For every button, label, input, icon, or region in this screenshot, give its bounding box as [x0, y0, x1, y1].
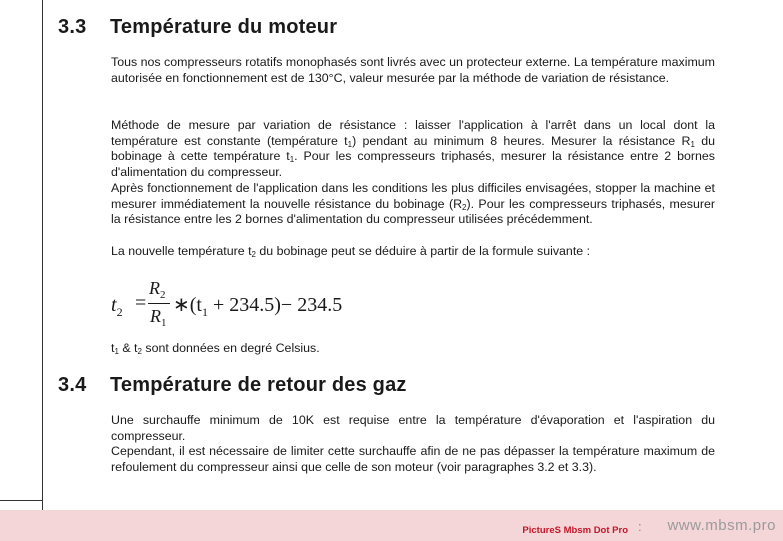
section-heading-3-3	[58, 16, 337, 39]
subscript: 1	[114, 347, 119, 356]
text-run: Méthode de mesure par variation de résistance : laisser l'application à l'arrêt dans un local dont la température est constante (température t	[111, 118, 715, 148]
text-run: Après fonctionnement de l'application dans les conditions les plus difficiles envisagées, stopper la machine et mesurer immédiatement la nouvelle résistance du bobinage (R	[111, 181, 715, 211]
subscript: 1	[289, 155, 295, 165]
paragraph-superheat-limit: Cependant, il est nécessaire de limiter cette surchauffe afin de ne pas dépasser la température maximum de refoulement du compresseur ainsi que celle de son moteur (voir paragraphes 3.2 et 3.3).	[111, 444, 715, 474]
text-run: & t	[118, 341, 138, 355]
text-run: ). Pour les compresseurs triphasés, mesurer la résistance entre les 2 bornes d'alimentation du compresseur utilisées précédemment.	[111, 196, 715, 227]
paragraph-protector: Tous nos compresseurs rotatifs monophasés sont livrés avec un protecteur externe. La température maximum autorisée en fonctionnement est de 130°C, valeur mesurée par la méthode de variation de résistance.	[111, 55, 715, 85]
section-number: 3.3	[58, 16, 87, 38]
text-run: sont données en degré Celsius.	[141, 341, 320, 355]
paragraph-method	[111, 118, 715, 180]
subscript: 2	[137, 347, 142, 356]
formula-term: ∗(t	[173, 294, 202, 316]
formula-sub: 1	[161, 317, 167, 329]
fraction-bar	[148, 303, 170, 304]
paragraph-units-note	[111, 341, 715, 357]
section-title: Température du moteur	[110, 16, 338, 38]
subscript: 2	[251, 250, 256, 259]
section-heading-3-4	[58, 374, 407, 397]
formula-r: R	[150, 306, 161, 326]
paragraph-superheat: Une surchauffe minimum de 10K est requise entre la température d'évaporation et l'aspiration du compresseur.	[111, 413, 715, 443]
footer-credit: PictureS Mbsm Dot Pro	[522, 525, 628, 536]
formula-term: + 234.5)− 234.5	[207, 294, 343, 316]
text-run: t	[111, 341, 115, 355]
text-run: du bobinage peut se déduire à partir de la formule suivante :	[255, 244, 591, 258]
paragraph-after-operation	[111, 181, 715, 228]
footer-band	[0, 510, 783, 541]
footer-site-link[interactable]: www.mbsm.pro	[667, 517, 776, 534]
formula-sub: 2	[160, 289, 166, 301]
formula-lhs	[111, 294, 123, 317]
formula-rest	[173, 292, 342, 317]
text-run: La nouvelle température t	[111, 244, 252, 258]
text-run: . Pour les compresseurs triphasés, mesurer la résistance entre 2 bornes d'alimentation du compresseur.	[111, 149, 715, 179]
margin-rule	[42, 0, 43, 510]
footer-separator: :	[638, 519, 642, 534]
text-run: du bobinage à cette température t	[111, 133, 715, 164]
formula-numerator	[149, 278, 166, 299]
formula-denominator	[150, 306, 167, 327]
subscript: 1	[347, 139, 353, 149]
formula-equals: =	[135, 292, 147, 314]
section-number: 3.4	[58, 374, 87, 396]
formula-r: R	[149, 278, 160, 298]
formula-sub: 2	[116, 305, 123, 319]
subscript: 2	[462, 202, 467, 212]
text-run: ) pendant au minimum 8 heures. Mesurer la résistance R	[352, 133, 691, 148]
section-title: Température de retour des gaz	[110, 374, 407, 396]
margin-tick	[0, 500, 42, 501]
formula-t: t	[111, 294, 117, 316]
subscript: 1	[690, 139, 695, 149]
paragraph-formula-intro	[111, 244, 715, 260]
temperature-formula	[111, 278, 351, 332]
formula-sub: 1	[201, 305, 208, 319]
